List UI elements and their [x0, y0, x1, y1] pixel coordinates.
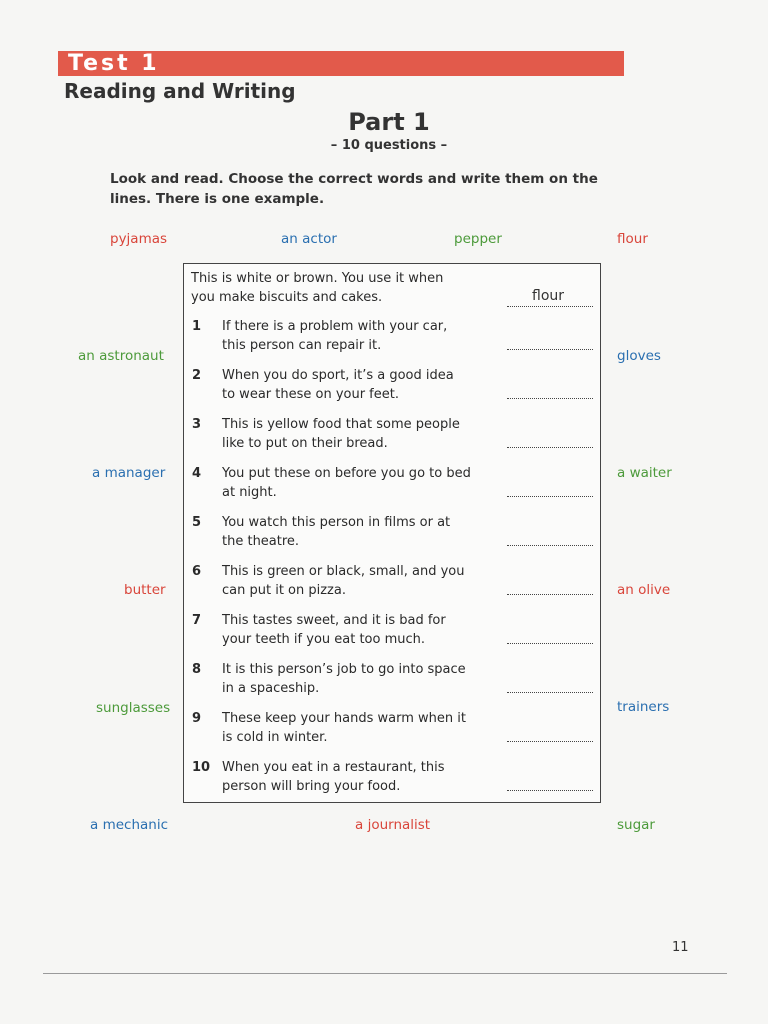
question-text: This is green or black, small, and you can put it on pizza.	[222, 564, 465, 598]
word-gloves: gloves	[617, 348, 661, 364]
question-item	[184, 317, 600, 357]
question-text: It is this person’s job to go into space in a spaceship.	[222, 662, 466, 696]
word-a-mechanic: a mechanic	[90, 817, 169, 833]
question-item	[184, 562, 600, 602]
answer-line-6[interactable]	[507, 594, 593, 595]
question-text: You watch this person in films or at the theatre.	[222, 515, 451, 549]
answer-line-8[interactable]	[507, 692, 593, 693]
instructions: Look and read. Choose the correct words and write them on the lines. There is one example.	[110, 171, 598, 207]
example-text: This is white or brown. You use it when you make biscuits and cakes.	[191, 271, 444, 305]
answer-line-example[interactable]	[507, 306, 593, 307]
question-text: If there is a problem with your car, this person can repair it.	[222, 319, 448, 353]
question-item	[184, 660, 600, 700]
word-an-olive: an olive	[617, 582, 671, 598]
word-an-actor: an actor	[281, 231, 337, 247]
question-item	[184, 758, 600, 798]
word-an-astronaut: an astronaut	[78, 348, 164, 364]
question-item	[184, 709, 600, 749]
question-text: This is yellow food that some people like to put on their bread.	[222, 417, 460, 451]
question-number: 8	[192, 662, 202, 677]
question-text: This tastes sweet, and it is bad for your teeth if you eat too much.	[222, 613, 446, 647]
part-subtitle: – 10 questions –	[330, 138, 448, 153]
question-item	[184, 415, 600, 455]
question-number: 1	[192, 319, 202, 334]
answer-line-2[interactable]	[507, 398, 593, 399]
question-item	[184, 464, 600, 504]
footer-divider	[43, 973, 727, 974]
question-text: These keep your hands warm when it is cold in winter.	[222, 711, 466, 745]
question-number: 5	[192, 515, 202, 530]
page-number: 11	[672, 940, 689, 955]
answer-line-1[interactable]	[507, 349, 593, 350]
word-butter: butter	[124, 582, 166, 598]
question-text: You put these on before you go to bed at night.	[222, 466, 471, 500]
word-flour: flour	[617, 231, 648, 247]
part-title: Part 1	[348, 108, 430, 136]
word-pepper: pepper	[454, 231, 502, 247]
question-item	[184, 611, 600, 651]
question-item	[184, 513, 600, 553]
question-number: 7	[192, 613, 202, 628]
section-title: Reading and Writing	[64, 79, 296, 103]
example-answer: flour	[532, 288, 565, 304]
question-number: 10	[192, 760, 211, 775]
example-item	[184, 269, 600, 309]
word-a-manager: a manager	[92, 465, 166, 481]
question-number: 4	[192, 466, 202, 481]
word-a-waiter: a waiter	[617, 465, 672, 481]
word-trainers: trainers	[617, 699, 670, 715]
question-text: When you do sport, it’s a good idea to wear these on your feet.	[222, 368, 454, 402]
answer-line-5[interactable]	[507, 545, 593, 546]
test-label: Test 1	[68, 51, 160, 76]
answer-line-10[interactable]	[507, 790, 593, 791]
answer-line-4[interactable]	[507, 496, 593, 497]
question-text: When you eat in a restaurant, this person will bring your food.	[222, 760, 445, 794]
question-item	[184, 366, 600, 406]
answer-line-9[interactable]	[507, 741, 593, 742]
word-sugar: sugar	[617, 817, 655, 833]
word-sunglasses: sunglasses	[96, 700, 171, 716]
answer-line-3[interactable]	[507, 447, 593, 448]
answer-line-7[interactable]	[507, 643, 593, 644]
question-number: 3	[192, 417, 202, 432]
word-a-journalist: a journalist	[355, 817, 431, 833]
questions-box	[183, 263, 601, 803]
word-pyjamas: pyjamas	[110, 231, 168, 247]
question-number: 6	[192, 564, 202, 579]
question-number: 2	[192, 368, 202, 383]
question-number: 9	[192, 711, 202, 726]
